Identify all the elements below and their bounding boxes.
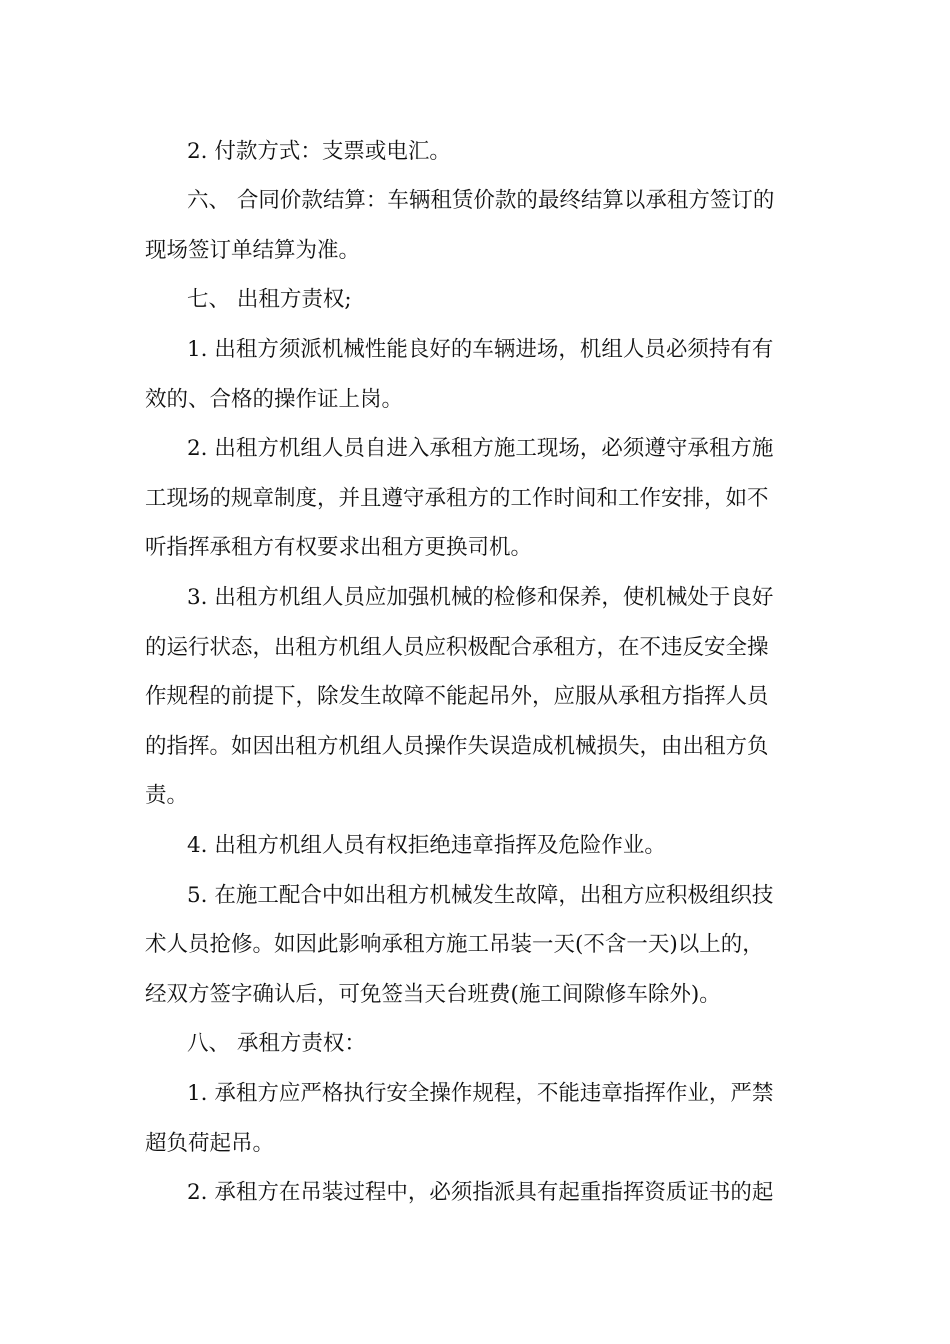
text-line: 5. 在施工配合中如出租方机械发生故障，出租方应积极组织技: [187, 883, 774, 908]
text-line: 4. 出租方机组人员有权拒绝违章指挥及危险作业。: [187, 833, 666, 858]
text-line: 2. 出租方机组人员自进入承租方施工现场，必须遵守承租方施: [187, 436, 774, 461]
text-line: 2. 承租方在吊装过程中，必须指派具有起重指挥资质证书的起: [187, 1180, 774, 1205]
text-line: 责。: [145, 783, 189, 808]
text-line: 1. 承租方应严格执行安全操作规程，不能违章指挥作业，严禁: [187, 1081, 774, 1106]
text-line: 效的、合格的操作证上岗。: [145, 387, 404, 412]
text-line: 3. 出租方机组人员应加强机械的检修和保养，使机械处于良好: [187, 585, 774, 610]
text-line: 2. 付款方式：支票或电汇。: [187, 139, 451, 164]
text-line: 八、 承租方责权：: [187, 1031, 366, 1056]
text-line: 1. 出租方须派机械性能良好的车辆进场，机组人员必须持有有: [187, 337, 774, 362]
text-line: 经双方签字确认后，可免签当天台班费(施工间隙修车除外)。: [145, 982, 721, 1007]
text-line: 现场签订单结算为准。: [145, 238, 361, 263]
text-line: 作规程的前提下，除发生故障不能起吊外，应服从承租方指挥人员: [145, 684, 769, 709]
text-line: 的运行状态，出租方机组人员应积极配合承租方，在不违反安全操: [145, 635, 769, 660]
text-line: 工现场的规章制度，并且遵守承租方的工作时间和工作安排，如不: [145, 486, 769, 511]
text-line: 听指挥承租方有权要求出租方更换司机。: [145, 535, 533, 560]
text-line: 的指挥。如因出租方机组人员操作失误造成机械损失，由出租方负: [145, 734, 769, 759]
text-line: 六、 合同价款结算：车辆租赁价款的最终结算以承租方签订的: [187, 188, 775, 213]
text-line: 七、 出租方责权;: [187, 287, 352, 312]
text-line: 超负荷起吊。: [145, 1131, 275, 1156]
text-line: 术人员抢修。如因此影响承租方施工吊装一天(不含一天)以上的，: [145, 932, 764, 957]
